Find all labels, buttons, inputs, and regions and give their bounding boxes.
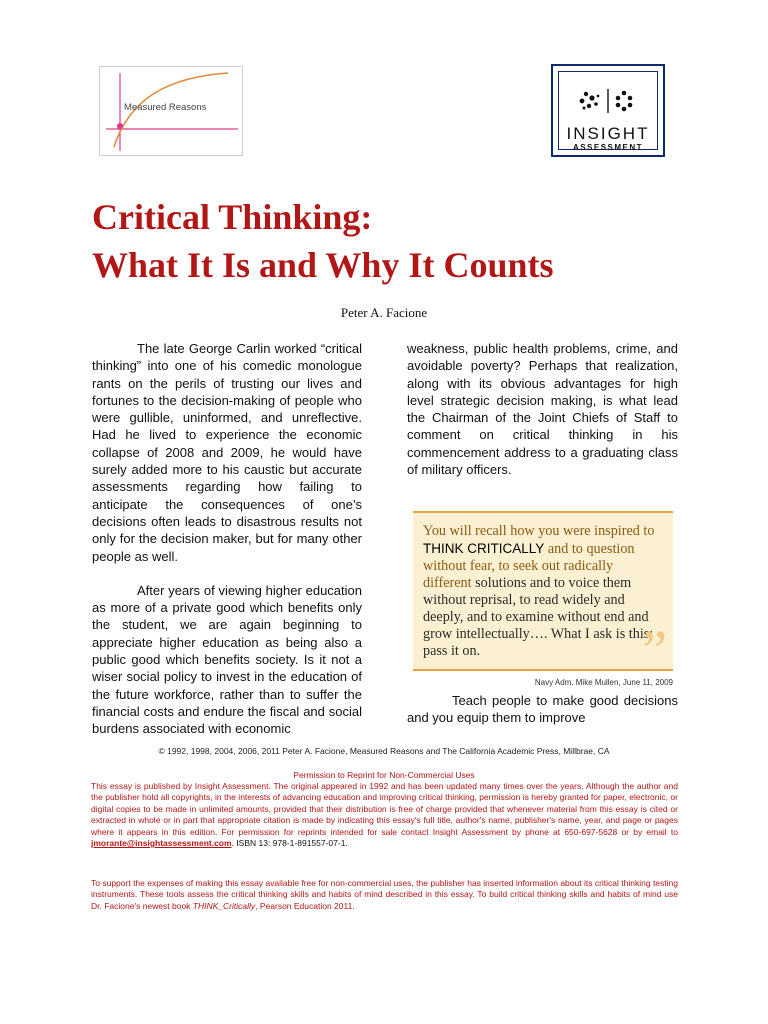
permission-body: This essay is published by Insight Assessment. The original appeared in 1992 and has been updated many times over the years. Although the author and the publisher hold all copyrights, in the interests of advancing education and improving critical thinking, permission is hereby granted for paper, electronic, or digital copies to be made in unlimited amounts, provided that their distribution is free of charge provided that whenever material from this essay is cited or extracted in whole or in part that appropriate citation is made by indicating this essay's full title, author's name, publisher's name, year, and page or pages where it appears in this edition. For permission for reprints intended for sale contact Insight Assessment by phone at 650-697-5628 or by email to jmorante@insightassessment.com. ISBN 13: 978-1-891557-07-1.: [91, 781, 678, 849]
paragraph-joint-chiefs: weakness, public health problems, crime, and avoidable poverty? Perhaps that realization, along with its obvious advantages for high level strategic decision making, is what lead the Chairman of the Joint Chiefs of Staff to comment on critical thinking in his commencement address to a graduating class of military officers.: [407, 341, 678, 478]
paragraph-higher-education: After years of viewing higher education as more of a private good which benefits only the student, we are again beginning to appreciate higher education as being also a public good which benefits society. Is it not a wiser social policy to invest in the education of the future workforce, rather than to suffer the financial costs and endure the fiscal and social burdens associated with economic: [92, 582, 362, 737]
book-title: THINK_Critically: [192, 900, 256, 911]
email-link[interactable]: jmorante@insightassessment.com: [91, 838, 232, 849]
support-notice: To support the expenses of making this essay available free for non-commercial uses, the publisher has inserted information about its critical thinking testing instruments. These tools assess the critical thinking skills and habits of mind described in this essay. To build critical thinking skills and habits of mind use Dr. Facione's newest book THINK_Critically, Pearson Education 2011.: [91, 878, 678, 911]
right-column-top: [407, 340, 678, 478]
quote-citation: Navy Adm. Mike Mullen, June 11, 2009: [534, 678, 673, 687]
insight-wordmark: INSIGHT: [566, 124, 650, 143]
copyright-notice: © 1992, 1998, 2004, 2006, 2011 Peter A. Facione, Measured Reasons and The California Academic Press, Millbrae, CA: [158, 746, 610, 756]
title-line-2: What It Is and Why It Counts: [92, 245, 554, 285]
right-column-bottom: [407, 692, 678, 727]
quotation-mark-icon: ”: [642, 620, 667, 682]
measured-reasons-graph-icon: [100, 67, 242, 155]
paragraph-carlin: The late George Carlin worked “critical thinking” into one of his comedic monologue rants on the perils of trusting our lives and fortunes to the decision-making of people who were gullible, uninformed, and unreflective. Had he lived to experience the economic collapse of 2008 and 2009, he would have surely added more to his caustic but accurate assessments regarding how failing to anticipate the consequences of one’s decisions often leads to disastrous results not only for the decision maker, but for many other people as well.: [92, 341, 362, 564]
author-name: Peter A. Facione: [340, 305, 428, 320]
pull-quote: [413, 511, 673, 682]
permission-title: Permission to Reprint for Non-Commercial Uses: [293, 770, 475, 780]
isbn-text: . ISBN 13: 978-1-891557-07-1.: [231, 838, 348, 849]
left-column: [92, 340, 362, 738]
insight-dots-icon: [559, 86, 657, 116]
assessment-wordmark: ASSESSMENT: [572, 143, 644, 152]
quote-text: You will recall how you were inspired to THINK CRITICALLY and to question without fear, to seek out radically different solutions and to voice them without reprisal, to read widely and deeply, and to examine without end and grow intellectually…. What I ask is this: pass it on.: [423, 523, 655, 659]
measured-reasons-logo: [99, 66, 243, 156]
insight-assessment-logo: [551, 64, 665, 157]
page-title: [92, 193, 692, 289]
measured-reasons-text: Measured Reasons: [124, 102, 207, 113]
title-line-1: Critical Thinking:: [92, 197, 373, 237]
radically-different-text: radically different: [423, 558, 614, 591]
paragraph-teach-people: Teach people to make good decisions and you equip them to improve: [407, 693, 678, 726]
think-critically-text: THINK CRITICALLY: [423, 541, 545, 556]
